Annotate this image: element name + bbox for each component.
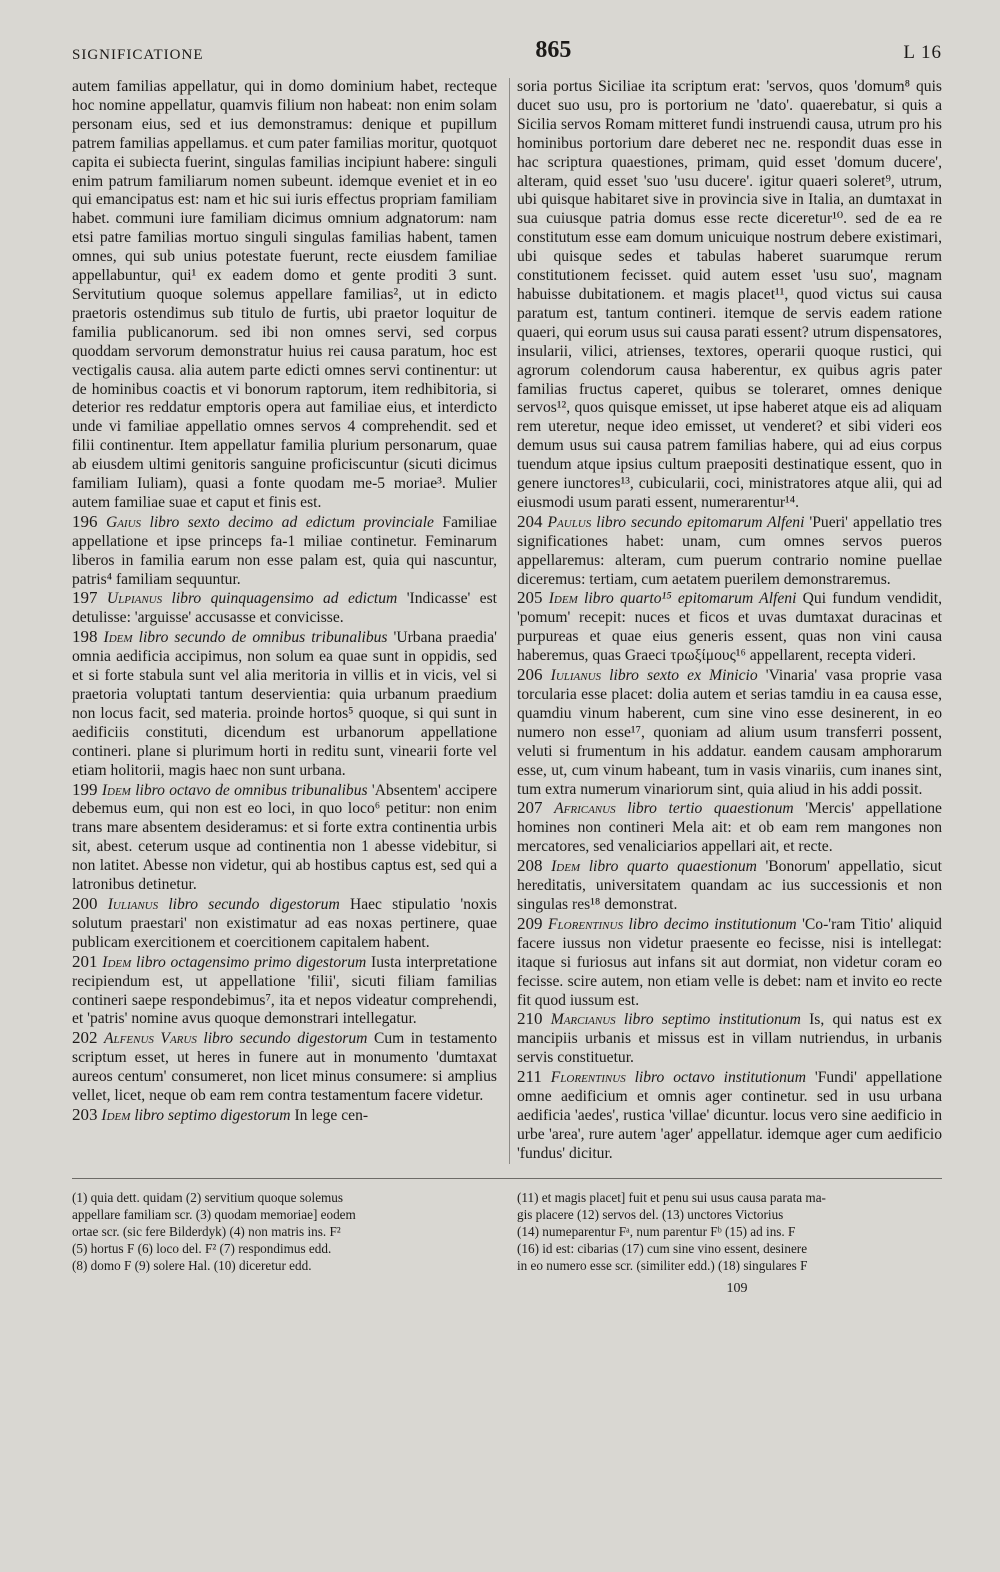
source-reference: libro septimo digestorum bbox=[134, 1106, 291, 1124]
source-reference: libro secundo digestorum bbox=[203, 1030, 368, 1048]
author-name: Africanus bbox=[554, 800, 616, 818]
paragraph-text: 'Indicasse' est detulisse: 'arguisse' accusasse et convicisse. bbox=[72, 590, 497, 627]
paragraph-text: Familiae appellatione et ipse princeps fa-1 miliae continetur. Feminarum liberos in familia earum non esse palam est, quia qui nascuntur, patris⁴ familiam sequuntur. bbox=[72, 513, 497, 588]
section-number: 199 bbox=[72, 779, 98, 799]
footnote-line: (14) numeparentur Fᵃ, num parentur Fᵇ (15) ad ins. F bbox=[517, 1224, 796, 1240]
section-paragraph bbox=[517, 799, 942, 857]
paragraph-text: 'Absentem' accipere debemus eum, qui non est eo loci, in quo loco⁶ petitur: non enim trans mare absentem desideramus: et si forte extra continentia urbis sit, abest. ceterum usque ad continentia non 1 abesse videbitur, si non latitet. Abesse non videtur, qui ab hostibus captus est, sed qui a latronibus detinetur. bbox=[72, 781, 497, 894]
source-reference: libro secundo digestorum bbox=[168, 895, 340, 913]
paragraph-text: 'Co-'ram Titio' aliquid facere iussus non videtur praesente eo fecisse, nisi is intellegat: itaque si furiosus aut infans sit aut dormiat, non videtur coram eo fecisse. scire autem, non etiam velle is debet: nam et invito eo recte fit quod iussum est. bbox=[517, 915, 942, 1009]
section-paragraph bbox=[517, 915, 942, 1011]
section-paragraph bbox=[72, 628, 497, 780]
section-paragraph bbox=[72, 589, 497, 628]
paragraph-text: Qui fundum vendidit, 'pomum' recepit: nuces et ficos et uvas dumtaxat duracinas et purpureas et quae eius generis essent, quas non vini causa haberemus, quas Graeci τρωξίμους¹⁶ appellarent, recepta videri. bbox=[517, 590, 943, 665]
author-name: Idem bbox=[101, 781, 131, 799]
paragraph-text: Cum in testamento scriptum esset, ut heres in funere aut in monumento 'dumtaxat aureos centum' consumeret, non licet minus consumere: si amplius vellet, licet, neque ob eam rem contra testamentum facere videtur. bbox=[72, 1030, 498, 1105]
section-paragraph bbox=[517, 857, 942, 915]
section-number: 206 bbox=[517, 665, 543, 685]
section-paragraph bbox=[517, 1068, 942, 1164]
paragraph-text: 'Fundi' appellatione omne aedificium et omnis ager continetur. sed in usu urbana aedificia 'aedes', rustica 'villae' dicuntur. locus vero sine aedificio in urbe 'area', rure autem 'ager' appellatur. idemque ager cum aedificio 'fundus' dicitur. bbox=[517, 1069, 942, 1162]
source-reference: libro tertio quaestionum bbox=[627, 800, 794, 818]
author-name: Idem bbox=[103, 629, 133, 647]
section-paragraph bbox=[72, 953, 497, 1030]
section-number: 200 bbox=[72, 893, 98, 913]
column-divider bbox=[509, 78, 510, 1164]
author-name: Florentinus bbox=[550, 1069, 626, 1087]
section-paragraph bbox=[517, 1010, 942, 1068]
source-reference: libro octagensimo primo digestorum bbox=[136, 953, 367, 971]
footnote-line: (11) et magis placet] fuit et penu sui usus causa parata ma- bbox=[517, 1189, 826, 1205]
paragraph-text: 'Bonorum' appellatio, sicut hereditatis, universitatem quandam ac ius successionis et non singulas res¹⁸ demonstrat. bbox=[517, 858, 942, 913]
source-reference: libro secundo de omnibus tribunalibus bbox=[138, 629, 388, 647]
section-number: 196 bbox=[72, 511, 98, 531]
author-name: Alfenus Varus bbox=[104, 1030, 197, 1048]
section-paragraph bbox=[517, 513, 942, 590]
author-name: Idem bbox=[551, 858, 581, 876]
section-paragraph bbox=[72, 781, 497, 895]
paragraph-text: 'Mercis' appellatione homines non contineri Mela ait: et ob eam rem mangones non mercatores, sed venaliciarios appellari ait, et recte. bbox=[517, 800, 942, 856]
paragraph-text: Is, qui natus est ex mancipiis urbanis et missus est in villam nutriendus, in urbanis servis constituetur. bbox=[517, 1011, 942, 1067]
source-reference: libro sexto decimo ad edictum provinciale bbox=[149, 513, 434, 531]
author-name: Idem bbox=[548, 590, 578, 608]
author-name: Marcianus bbox=[550, 1011, 616, 1029]
section-paragraph bbox=[517, 666, 942, 799]
source-reference: libro secundo epitomarum Alfeni bbox=[596, 513, 805, 531]
footnote-line: (16) id est: cibarias (17) cum sine vino essent, desinere bbox=[517, 1241, 808, 1257]
paragraph-text: 'Pueri' appellatio tres significationes habet: unam, cum omnes servos pueros appellaremus: alteram, cum puerum contrario nomine puellae diceremus: tertiam, cum aetatem puerilem demonstraremus. bbox=[517, 513, 942, 588]
paragraph-text: Haec stipulatio 'noxis solutum praestari' non existimatur ad eas noxas pertinere, quae publicam exercitionem et coercitionem capitalem habent. bbox=[72, 895, 497, 951]
header-title: SIGNIFICATIONE bbox=[72, 47, 204, 63]
footnote-line: gis placere (12) servos del. (13) unctores Victorius bbox=[517, 1206, 784, 1222]
section-number: 210 bbox=[517, 1009, 543, 1029]
paragraph-text: In lege cen- bbox=[294, 1106, 369, 1124]
author-name: Iulianus bbox=[550, 667, 602, 685]
author-name: Paulus bbox=[547, 513, 592, 531]
section-paragraph bbox=[72, 513, 497, 590]
author-name: Idem bbox=[101, 1106, 131, 1124]
section-number: 203 bbox=[72, 1104, 98, 1124]
text-paragraph bbox=[72, 78, 497, 513]
footnote-line: (5) hortus F (6) loco del. F² (7) respondimus edd. bbox=[72, 1241, 332, 1257]
footnote-line: in eo numero esse scr. (similiter edd.) (18) singulares F bbox=[517, 1258, 808, 1274]
section-number: 211 bbox=[517, 1067, 542, 1087]
header-page-number: 865 bbox=[535, 37, 572, 63]
running-header bbox=[72, 30, 942, 64]
section-number: 207 bbox=[517, 798, 543, 818]
source-reference: libro octavo de omnibus tribunalibus bbox=[135, 781, 368, 799]
paragraph-text: soria portus Siciliae ita scriptum erat: 'servos, quos 'domum⁸ quis ducet suo usu, pro is portorium ne 'dato'. quaerebatur, si quis a Sicilia servos Romam mitteret fundi instruendi causa, utrum pro his hominibus portorium dare deberet nec ne. respondit duas esse in hac scriptura quaestiones, primam, quid esset 'domum ducere', alteram, quid esset 'suo 'usu ducere'. igitur quaeri soleret⁹, utrum, ubi quisque habitaret sive in provincia sive in Italia, an dumtaxat in sua cuiusque patria domus esse recte diceretur¹⁰. sed de ea re constitutum esse eam domum unicuique nostrum debere existimari, ubi quisque sedes et tabulas haberet suarumque rerum constitutionem fecisset. quid autem esset 'usu suo', magnam habuisse dubitationem. et magis placet¹¹, quod victus sui causa paratum est, tantum contineri. itemque de servis eadem ratione quaeri, qui eorum usus sui causa parati essent? utrum dispensatores, insularii, vilici, atrienses, textores, operarii quoque rustici, qui agrorum colendorum causa haberentur, ex quibus agris pater familias fructus caperet, quibus se toleraret, omnes denique servos¹², quos quisque emisset, ut ipse haberet atque eis ad aliquam rem uteretur, neque ideo emisset, ut venderet? et sibi videri eos demum usus sui causa patrem familias habere, qui ad eius corpus tuendum atque ipsius cultum praepositi destinatique essent, quo in genere iunctores¹³, cubicularii, coci, ministratores atque alii, qui ad eiusmodi usum parati essent, numerarentur¹⁴. bbox=[517, 78, 942, 511]
section-number: 205 bbox=[517, 588, 543, 608]
section-number: 202 bbox=[72, 1028, 98, 1048]
source-reference: libro septimo institutionum bbox=[623, 1011, 801, 1029]
right-column bbox=[517, 78, 942, 1164]
footnote-line: appellare familiam scr. (3) quodam memoriae] eodem bbox=[72, 1206, 356, 1222]
author-name: Idem bbox=[102, 953, 132, 971]
section-number: 198 bbox=[72, 627, 98, 647]
author-name: Florentinus bbox=[548, 915, 623, 933]
paragraph-text: autem familias appellatur, qui in domo dominium habet, recteque hoc nomine appellatur, quamvis filium non habeat: non enim solam personam eius, sed et ius demonstramus: denique et pupillum patrem familias appellamus. et cum pater familias moritur, quotquot capita ei subiecta fuerint, singulas familias incipiunt habere: singuli enim patrum familiarum nomen subeunt. idemque eveniet et in eo qui emancipatus est: nam et hic sui iuris effectus propriam familiam habet. communi iure familiam dicimus omnium adgnatorum: nam etsi patre familias mortuo singuli singulas familias habent, tamen omnes, qui sub unius potestate fuerunt, recte eiusdem familiae appellabuntur, qui¹ ex eadem domo et gente proditi 3 sunt. Servitutium quoque solemus appellare familias², ut in edicto praetoris ostendimus sub titulo de furtis, ubi praetor loquitur de familia publicanorum. sed ibi non omnes servi, sed corpus quoddam servorum demonstratur huius rei causa paratum, hoc est vectigalis causa. alia autem parte edicti omnes servi continentur: ut de hominibus coactis et vi bonorum raptorum, item redhibitoria, si deterior res reddatur emptoris opera aut familiae eius, et interdicto unde vi familiae appellatio omnes servos 4 comprehendit. sed et filii continentur. Item appellatur familia plurium personarum, quae ab eiusdem ultimi genitoris sanguine proficiscuntur (sicuti dicimus familiam Iuliam), quasi a fonte quodam me-5 moriae³. Mulier autem familiae suae et caput et finis est. bbox=[72, 78, 497, 511]
section-number: 201 bbox=[72, 951, 98, 971]
section-number: 208 bbox=[517, 856, 543, 876]
source-reference: libro quarto¹⁵ epitomarum Alfeni bbox=[584, 590, 797, 608]
section-paragraph bbox=[72, 895, 497, 953]
source-reference: libro octavo institutionum bbox=[634, 1069, 806, 1087]
text-columns bbox=[72, 78, 942, 1164]
section-number: 209 bbox=[517, 913, 543, 933]
section-paragraph bbox=[72, 1029, 497, 1106]
section-paragraph bbox=[72, 1106, 497, 1126]
section-number: 197 bbox=[72, 588, 98, 608]
footnote-line: (1) quia dett. quidam (2) servitium quoque solemus bbox=[72, 1189, 344, 1205]
header-section: L 16 bbox=[903, 42, 942, 63]
text-paragraph bbox=[517, 78, 942, 513]
paragraph-text: Iusta interpretatione recipiendum est, ut appellatione 'filii', sicuti filiam familias contineri saepe respondebimus⁷, ita et nepos videatur comprehendi, et 'patris' nomine avus quoque demonstrari intellegatur. bbox=[72, 953, 497, 1028]
author-name: Iulianus bbox=[107, 895, 159, 913]
footnotes-right bbox=[517, 1189, 942, 1275]
author-name: Gaius bbox=[105, 513, 142, 531]
section-paragraph bbox=[517, 589, 942, 666]
left-column bbox=[72, 78, 497, 1164]
footnote-line: ortae scr. (sic fere Bilderdyk) (4) non matris ins. F² bbox=[72, 1224, 341, 1240]
paragraph-text: 'Urbana praedia' omnia aedificia accipimus, non solum ea quae sunt in oppidis, sed et si forte stabula sunt vel alia meritoria in villis et in vicis, vel si praetoria voluptati tantum deservientia: quia urbanum praedium non locus facit, sed materia. proinde hortos⁵ quoque, si qui sunt in aedificiis constituti, dicendum est urbanorum appellatione contineri. plane si plurimum horti in reditu sunt, vinearii forte vel etiam holitorii, magis haec non sunt urbana. bbox=[72, 629, 497, 779]
paragraph-text: 'Vinaria' vasa proprie vasa torcularia esse placet: dolia autem et serias tamdiu in ea causa esse, quamdiu vinum haberent, cum sine vino esse desinerent, in eo numero non esse¹⁷, quoniam ad alium usum transferri possent, veluti si frumentum in his addatur. eandem causam amphorarum esse, ut, cum vinum habeant, tum in vasis vinariis, cum inanes sint, tum extra numerum vinariorum sint, quia aliud in his addi possit. bbox=[517, 667, 943, 798]
footnote-line: (8) domo F (9) solere Hal. (10) diceretur edd. bbox=[72, 1258, 312, 1274]
footnotes-left bbox=[72, 1189, 497, 1275]
source-reference: libro sexto ex Minicio bbox=[609, 667, 758, 685]
footnote-rule bbox=[72, 1178, 942, 1179]
source-reference: libro decimo institutionum bbox=[628, 915, 797, 933]
source-reference: libro quinquagensimo ad edictum bbox=[171, 590, 398, 608]
author-name: Ulpianus bbox=[106, 590, 163, 608]
section-number: 204 bbox=[517, 511, 543, 531]
source-reference: libro quarto quaestionum bbox=[588, 858, 757, 876]
footnotes bbox=[72, 1189, 942, 1275]
signature-number: 109 bbox=[726, 1280, 748, 1296]
